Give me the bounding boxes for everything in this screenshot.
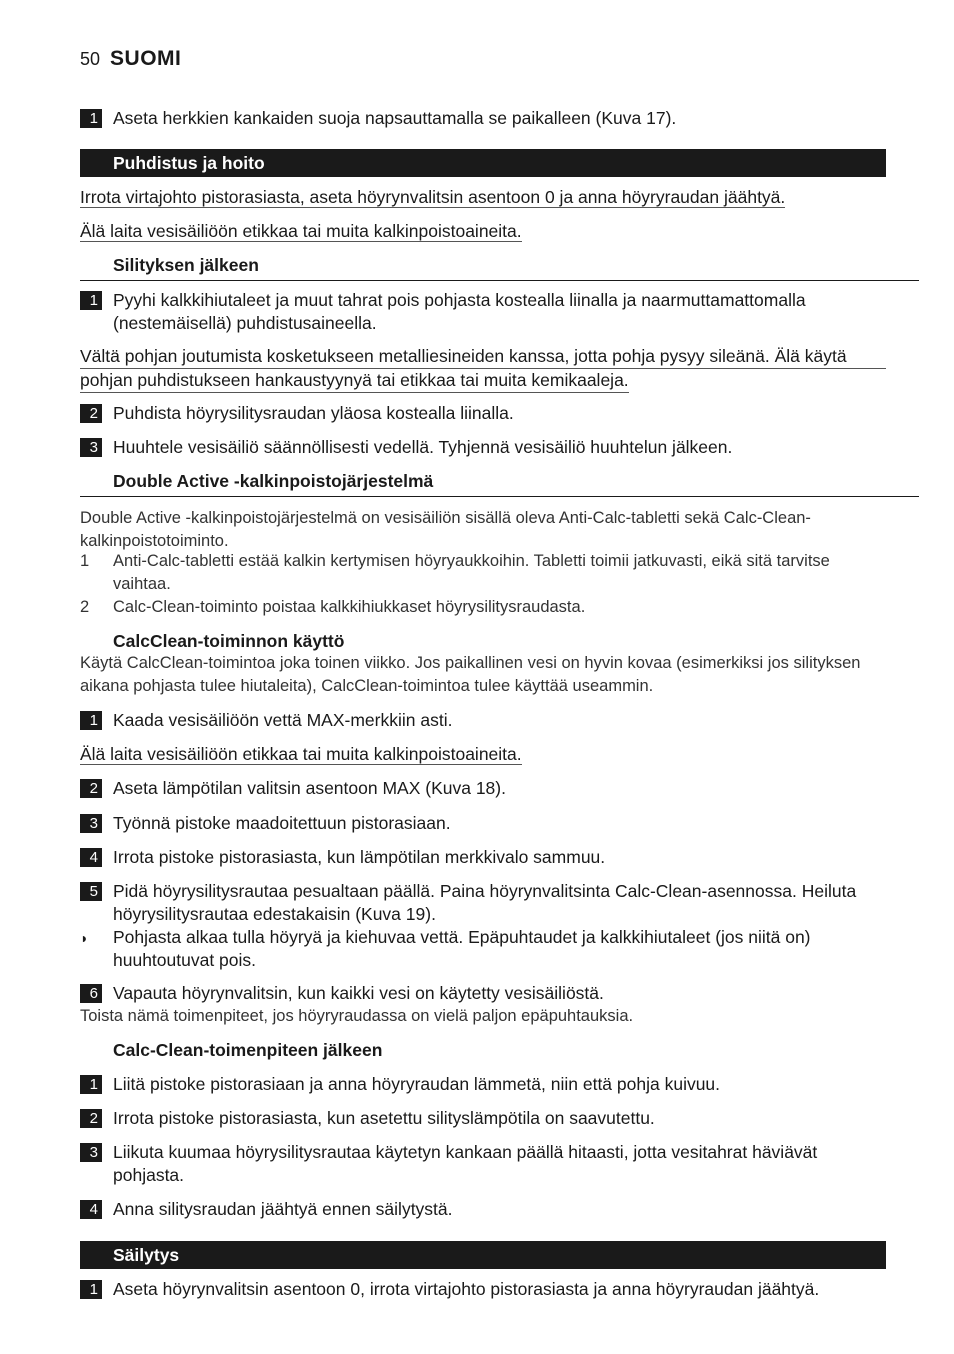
note-line-2: pohjan puhdistukseen hankaustyynyä tai etikkaa tai muita kemikaaleja. bbox=[80, 369, 629, 393]
after-ironing-step-1 bbox=[80, 289, 886, 335]
item-number: 2 bbox=[80, 598, 90, 616]
step-number: 2 bbox=[80, 1109, 102, 1128]
step-text: Huuhtele vesisäiliö säännöllisesti vedellä. Tyhjennä vesisäiliö huuhtelun jälkeen. bbox=[113, 437, 733, 457]
subheading-double-active: Double Active -kalkinpoistojärjestelmä bbox=[80, 470, 919, 497]
warning-note bbox=[80, 186, 886, 209]
language-label: SUOMI bbox=[110, 47, 182, 70]
step-number: 1 bbox=[80, 291, 102, 310]
calcclean-step-4 bbox=[80, 846, 886, 869]
step-number: 4 bbox=[80, 848, 102, 867]
page-header bbox=[80, 47, 181, 71]
subheading-calcclean: CalcClean-toiminnon käyttö bbox=[113, 631, 345, 651]
double-active-description: Double Active -kalkinpoistojärjestelmä on vesisäiliön sisällä oleva Anti-Calc-tabletti sekä Calc-Clean-kalkinpoistotoiminto. bbox=[80, 509, 811, 550]
step-text: Irrota pistoke pistorasiasta, kun lämpötilan merkkivalo sammuu. bbox=[113, 847, 606, 867]
result-text: Pohjasta alkaa tulla höyryä ja kiehuvaa vettä. Epäpuhtaudet ja kalkkihiutaleet (jos niitä on) huuhtoutuvat pois. bbox=[113, 927, 811, 970]
step-number: 3 bbox=[80, 1143, 102, 1162]
step-text: Liitä pistoke pistorasiaan ja anna höyryraudan lämmetä, niin että pohja kuivuu. bbox=[113, 1074, 721, 1094]
step-text: Vapauta höyrynvalitsin, kun kaikki vesi on käytetty vesisäiliöstä. bbox=[113, 983, 604, 1003]
double-active-item-2 bbox=[80, 596, 886, 619]
page-number: 50 bbox=[80, 49, 101, 69]
step-number: 2 bbox=[80, 404, 102, 423]
step-text: Pyyhi kalkkihiutaleet ja muut tahrat pois pohjasta kostealla liinalla ja naarmuttamattomalla (nestemäisellä) puhdistusaineella. bbox=[113, 290, 806, 333]
step-number: 1 bbox=[80, 1075, 102, 1094]
step-number: 6 bbox=[80, 984, 102, 1003]
calcclean-repeat-note: Toista nämä toimenpiteet, jos höyryraudassa on vielä paljon epäpuhtauksia. bbox=[80, 1007, 634, 1025]
caution-text: Älä laita vesisäiliöön etikkaa tai muita kalkinpoistoaineita. bbox=[80, 744, 522, 764]
step-text: Pidä höyrysilitysrautaa pesualtaan päällä. Paina höyrynvalitsinta Calc-Clean-asennossa. Heiluta höyrysilitysrautaa edestakaisin (Kuva 19). bbox=[113, 881, 857, 924]
after-ironing-step-3 bbox=[80, 436, 886, 459]
intro-step bbox=[80, 107, 886, 130]
calcclean-caution bbox=[80, 743, 886, 766]
step-number: 2 bbox=[80, 779, 102, 798]
step-number: 3 bbox=[80, 438, 102, 457]
subheading-after-calcclean: Calc-Clean-toimenpiteen jälkeen bbox=[113, 1040, 383, 1060]
calcclean-step-6 bbox=[80, 982, 886, 1005]
calcclean-step-5 bbox=[80, 880, 886, 926]
section-bar-storage: Säilytys bbox=[80, 1241, 886, 1269]
warning-text: Irrota virtajohto pistorasiasta, aseta höyrynvalitsin asentoon 0 ja anna höyryraudan jäähtyä. bbox=[80, 187, 786, 207]
note-line-1: Vältä pohjan joutumista kosketukseen metalliesineiden kanssa, jotta pohja pysyy sileänä. Älä käytä bbox=[80, 345, 886, 369]
caution-text: Älä laita vesisäiliöön etikkaa tai muita kalkinpoistoaineita. bbox=[80, 221, 522, 241]
step-text: Aseta lämpötilan valitsin asentoon MAX (Kuva 18). bbox=[113, 778, 506, 798]
step-text: Työnnä pistoke maadoitettuun pistorasiaan. bbox=[113, 813, 451, 833]
step-text: Puhdista höyrysilitysraudan yläosa kostealla liinalla. bbox=[113, 403, 514, 423]
step-text: Liikuta kuumaa höyrysilitysrautaa käytetyn kankaan päällä hitaasti, jotta vesitahrat häviävät pohjasta. bbox=[113, 1142, 818, 1185]
step-text: Irrota pistoke pistorasiasta, kun asetettu silityslämpötila on saavutettu. bbox=[113, 1108, 655, 1128]
item-number: 1 bbox=[80, 552, 90, 570]
after-calcclean-step-1 bbox=[80, 1073, 886, 1096]
step-text: Aseta herkkien kankaiden suoja napsauttamalla se paikalleen (Kuva 17). bbox=[113, 108, 677, 128]
soleplate-note bbox=[80, 345, 886, 393]
calcclean-result bbox=[80, 926, 886, 972]
calcclean-step-2 bbox=[80, 777, 886, 800]
step-number: 1 bbox=[80, 109, 102, 128]
after-ironing-step-2 bbox=[80, 402, 886, 425]
caution-note bbox=[80, 220, 886, 243]
step-text: Anna silitysraudan jäähtyä ennen säilytystä. bbox=[113, 1199, 453, 1219]
storage-step-1 bbox=[80, 1278, 886, 1301]
after-calcclean-step-3 bbox=[80, 1141, 886, 1187]
step-number: 3 bbox=[80, 814, 102, 833]
calcclean-description: Käytä CalcClean-toimintoa joka toinen viikko. Jos paikallinen vesi on hyvin kovaa (esimerkiksi jos silityksen aikana pohjasta tulee hiutaleita), CalcClean-toimintoa tulee käyttää useammin. bbox=[80, 654, 861, 695]
step-number: 1 bbox=[80, 1280, 102, 1299]
after-calcclean-step-4 bbox=[80, 1198, 886, 1221]
subheading-after-ironing: Silityksen jälkeen bbox=[80, 254, 919, 281]
section-bar-cleaning: Puhdistus ja hoito bbox=[80, 149, 886, 177]
calcclean-step-1 bbox=[80, 709, 886, 732]
step-number: 1 bbox=[80, 711, 102, 730]
item-text: Anti-Calc-tabletti estää kalkin kertymisen höyryaukkoihin. Tabletti toimii jatkuvasti, eikä sitä tarvitse vaihtaa. bbox=[113, 552, 830, 593]
step-number: 4 bbox=[80, 1200, 102, 1219]
result-arrow-icon: ◗ bbox=[80, 930, 89, 946]
item-text: Calc-Clean-toiminto poistaa kalkkihiukkaset höyrysilitysraudasta. bbox=[113, 598, 586, 616]
after-calcclean-step-2 bbox=[80, 1107, 886, 1130]
step-number: 5 bbox=[80, 882, 102, 901]
calcclean-step-3 bbox=[80, 812, 886, 835]
step-text: Kaada vesisäiliöön vettä MAX-merkkiin asti. bbox=[113, 710, 453, 730]
step-text: Aseta höyrynvalitsin asentoon 0, irrota virtajohto pistorasiasta ja anna höyryraudan jäähtyä. bbox=[113, 1279, 820, 1299]
double-active-item-1 bbox=[80, 550, 886, 596]
